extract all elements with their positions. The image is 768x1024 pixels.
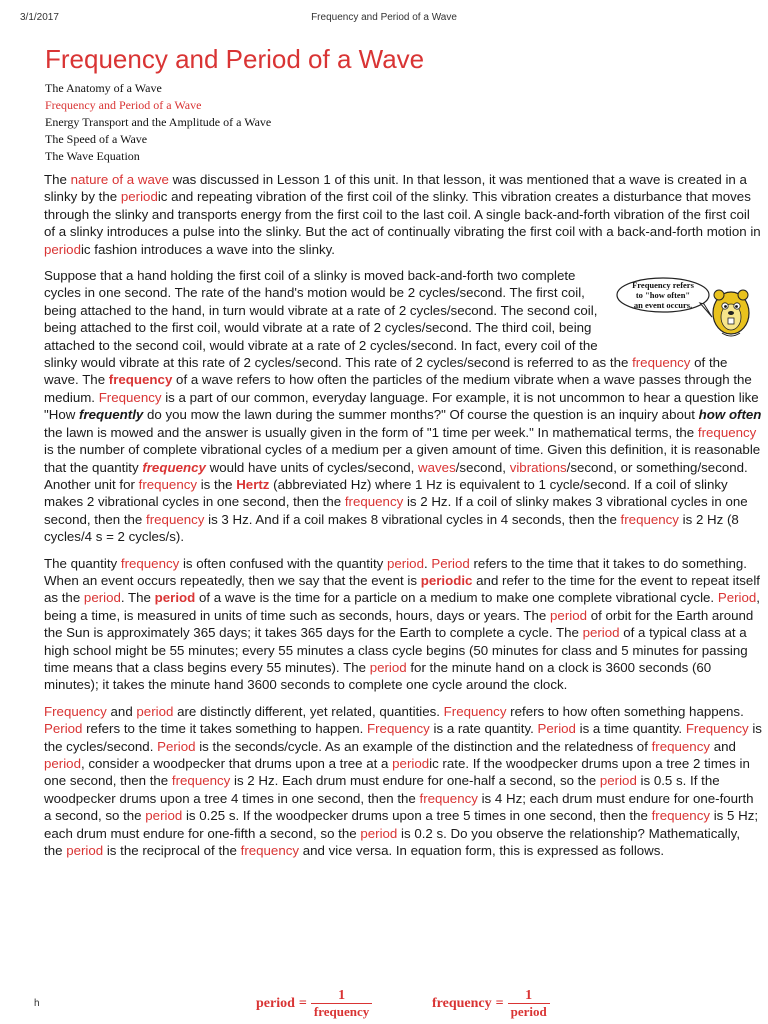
text-run: Suppose that a hand holding the first coil of a slinky is moved back-and-forth two complete cycles in one second. The rate of the hand's motion would be 2 cycles/second. The first coil, being attached to the hand, in turn would vibrate at a rate of 2 cycles/second. The second coil, being attached to the first coil, would vibrate at a rate of 2 cycles/second. The third coil, being attached to the second coil, would vibrate at a rate of 2 cycles/second. In fact, every coil of the slinky would vibrate at this rate of 2 cycles/second. This rate of 2 cycles/second is referred to as the <box>44 268 633 371</box>
denominator: frequency <box>311 1003 372 1019</box>
denominator: period <box>508 1003 550 1019</box>
emphasis-term[interactable]: Period <box>44 721 83 737</box>
emphasis-term[interactable]: period <box>360 825 398 841</box>
text-run: is the number of complete vibrational cycles of a medium per a given amount of time. Given this definition, it is reasonable that the quantity <box>44 442 761 475</box>
beaver-cartoon-icon <box>608 273 758 341</box>
emphasis-term[interactable]: frequency <box>651 738 710 754</box>
emphasis-term[interactable]: frequency <box>146 511 205 527</box>
text-run: was discussed in Lesson 1 of this unit. In that lesson, it was mentioned that a wave is created in a slinky by the <box>44 172 747 205</box>
text-run: ic rate. If the woodpecker drums upon a tree 2 times in one second, then the <box>44 756 750 789</box>
emphasis-term[interactable]: period <box>136 703 174 719</box>
cartoon-caption-2: to "how often" <box>635 290 691 301</box>
emphasis-term[interactable]: vibrations <box>509 459 567 475</box>
text-run: is 4 Hz; each drum must endure for one-fourth a second, so the <box>44 790 754 824</box>
numerator: 1 <box>338 988 346 1003</box>
text-run: the lawn is mowed and the answer is usually given in the form of "1 time per week." In mathematical terms, the <box>44 424 698 440</box>
paragraph-4 <box>44 703 762 860</box>
emphasis-term[interactable]: frequency <box>697 424 757 440</box>
emphasis-term[interactable]: frequency <box>138 476 198 492</box>
emphasis-term[interactable]: frequency <box>651 808 711 824</box>
text-run: The quantity <box>44 555 121 571</box>
text-run: and vice versa. In equation form, this is expressed as follows. <box>299 843 665 859</box>
cartoon-caption-1: Frequency refers <box>632 280 694 291</box>
text-run: (abbreviated Hz) where 1 Hz is equivalent to 1 cycle/second. If a coil of slinky makes 2 vibrational cycles in one second, then the <box>44 476 728 510</box>
print-doc-title: Frequency and Period of a Wave <box>311 12 457 23</box>
emphasis-term[interactable]: period <box>44 756 81 771</box>
text-run: are distinctly different, yet related, quantities. <box>173 703 444 719</box>
period-equation <box>256 988 372 1019</box>
text-run: is a rate quantity. <box>429 721 538 737</box>
numerator: 1 <box>525 988 533 1003</box>
toc-item[interactable]: Energy Transport and the Amplitude of a Wave <box>45 115 272 129</box>
emphasis-term[interactable]: period <box>154 590 196 606</box>
equation-lhs: frequency <box>432 995 492 1011</box>
text-run: is 0.5 s. If the woodpecker drums upon a tree 4 times in one second, then the <box>44 773 720 806</box>
cartoon-caption-3: an event occurs. <box>633 300 693 311</box>
equals-sign: = <box>298 995 307 1011</box>
text-run: do you mow the lawn during the summer months?" Of course the question is an inquiry about <box>143 407 699 423</box>
emphasis-term[interactable]: frequency <box>120 555 180 571</box>
emphasis-term[interactable]: period <box>120 189 158 205</box>
emphasis-term[interactable]: frequency <box>419 790 478 806</box>
page-title: Frequency and Period of a Wave <box>45 44 425 74</box>
text-run: and refer to the time for the event to repeat itself as the <box>44 572 760 606</box>
text-run: for the minute hand on a clock is 3600 seconds (60 minutes); it takes the minute hand 3600 seconds to complete one cycle around the clock. <box>44 659 712 693</box>
text-run: of a wave is the time for a particle on a medium to make one complete vibrational cycle. <box>195 590 718 606</box>
text-run: , consider a woodpecker that drums upon a tree at a <box>80 756 393 771</box>
text-run: is 2 Hz. Each drum must endure for one-half a second, so the <box>230 773 600 789</box>
emphasis-term[interactable]: period <box>550 607 587 623</box>
frequency-cartoon <box>608 273 758 341</box>
text-run: is 3 Hz. And if a coil makes 8 vibrational cycles in 4 seconds, then the <box>204 511 621 527</box>
emphasis-term[interactable]: Period <box>717 590 757 606</box>
text-run: of a wave refers to how often the particles of the medium vibrate when a wave passes through the medium. <box>44 372 752 405</box>
text-run: is the seconds/cycle. As an example of the distinction and the relatedness of <box>195 738 652 754</box>
emphasis-term[interactable]: Frequency <box>443 703 507 719</box>
fraction <box>311 988 372 1019</box>
text-run: and <box>106 703 137 719</box>
text-run: is 5 Hz; each drum must endure for one-fifth a second, so the <box>44 808 759 841</box>
text-run: ic fashion introduces a wave into the slinky. <box>80 241 335 257</box>
equals-sign: = <box>495 995 504 1011</box>
emphasis-term[interactable]: period <box>83 590 121 606</box>
emphasis-term[interactable]: period <box>44 241 81 257</box>
emphasis-term[interactable]: waves <box>418 459 456 475</box>
emphasis-term[interactable]: period <box>66 843 104 859</box>
text-run: is often confused with the quantity <box>179 555 387 571</box>
text-run: is 0.2 s. Do you observe the relationship? Mathematically, the <box>44 825 741 859</box>
text-run: , being a time, is measured in units of time such as seconds, hours, days or years. The <box>44 590 760 623</box>
emphasis-term[interactable]: nature of a wave <box>70 172 169 187</box>
paragraph-2 <box>44 267 762 546</box>
text-run: of the wave. The <box>44 355 728 388</box>
text-run: /second, or something/second. Another unit for <box>44 459 748 492</box>
text-run: is a part of our common, everyday language. For example, it is not uncommon to hear a question like "How <box>44 389 759 423</box>
emphasis-term: frequently <box>79 407 144 423</box>
text-run: of orbit for the Earth around the Sun is approximately 365 days; it takes 365 days for the Earth to complete a cycle. The <box>44 607 754 641</box>
emphasis-term[interactable]: Hertz <box>236 476 270 492</box>
lesson-toc <box>45 80 271 165</box>
emphasis-term[interactable]: Period <box>537 721 576 737</box>
emphasis-term[interactable]: period <box>582 625 620 641</box>
fraction <box>508 988 550 1019</box>
article-body <box>44 171 762 868</box>
emphasis-term[interactable]: Period <box>157 738 196 754</box>
text-run: is the reciprocal of the <box>103 843 241 859</box>
text-run: and <box>710 738 736 754</box>
print-header <box>0 12 768 26</box>
emphasis-term[interactable]: period <box>387 555 424 571</box>
text-run: refers to the time that it takes to do something. When an event occurs repeatedly, then we say that the event is <box>44 555 747 588</box>
emphasis-term[interactable]: frequency <box>142 459 206 475</box>
text-run: is the cycles/second. <box>44 721 762 754</box>
text-run: . The <box>120 590 155 606</box>
text-run: is 2 Hz (8 cycles/4 s = 2 cycles/s). <box>44 511 739 545</box>
footer-url-fragment: h <box>34 998 40 1009</box>
toc-item-active[interactable]: Frequency and Period of a Wave <box>45 98 202 112</box>
toc-item[interactable]: The Anatomy of a Wave <box>45 81 162 95</box>
text-run: is a time quantity. <box>575 721 686 737</box>
equation-lhs: period <box>256 995 295 1011</box>
emphasis-term[interactable]: Frequency <box>685 721 749 737</box>
text-run: The <box>44 172 71 187</box>
frequency-equation <box>432 988 550 1019</box>
text-run: would have units of cycles/second, <box>205 459 419 475</box>
print-date: 3/1/2017 <box>20 12 59 23</box>
text-run: . <box>423 555 432 571</box>
toc-item[interactable]: The Wave Equation <box>45 149 140 163</box>
text-run: /second, <box>455 459 510 475</box>
paragraph-3 <box>44 555 762 694</box>
emphasis-term[interactable]: period <box>599 773 637 789</box>
emphasis-term[interactable]: Period <box>431 555 470 571</box>
text-run: refers to how often something happens. <box>506 703 744 719</box>
emphasis-term[interactable]: frequency <box>171 773 231 789</box>
emphasis-term[interactable]: Frequency <box>367 721 430 737</box>
emphasis-term[interactable]: periodic <box>420 572 473 588</box>
emphasis-term[interactable]: period <box>392 756 430 771</box>
emphasis-term[interactable]: frequency <box>344 494 404 510</box>
text-run: is 2 Hz. If a coil of slinky makes 3 vibrational cycles in one second, then the <box>44 494 748 527</box>
emphasis-term[interactable]: period <box>145 808 183 824</box>
text-run: is the <box>197 476 237 492</box>
paragraph-1 <box>44 171 762 258</box>
emphasis-term[interactable]: frequency <box>632 355 691 371</box>
emphasis-term[interactable]: frequency <box>108 372 173 388</box>
emphasis-term[interactable]: Frequency <box>98 389 162 405</box>
emphasis-term[interactable]: Frequency <box>44 703 107 719</box>
toc-item[interactable]: The Speed of a Wave <box>45 132 148 146</box>
text-run: ic and repeating vibration of the first coil of the slinky. This vibration creates a disturbance that moves through the slinky and transports energy from the first coil to the last coil. A single back-and-forth vibration of the first coil of a slinky introduces a pulse into the slinky. But the act of continually vibrating the first coil with a back-and-forth motion in <box>44 189 761 240</box>
emphasis-term: how often <box>698 407 762 423</box>
emphasis-term[interactable]: frequency <box>620 511 679 527</box>
text-run: of a typical class at a high school might be 55 minutes; every 55 minutes a class cycle begins (50 minutes for class and 5 minutes for passing time means that a class begins every 55 minutes). The <box>44 625 748 675</box>
emphasis-term[interactable]: frequency <box>240 843 300 859</box>
text-run: is 0.25 s. If the woodpecker drums upon a tree 5 times in one second, then the <box>182 808 652 824</box>
emphasis-term[interactable]: period <box>369 659 407 675</box>
text-run: refers to the time it takes something to happen. <box>82 721 367 737</box>
